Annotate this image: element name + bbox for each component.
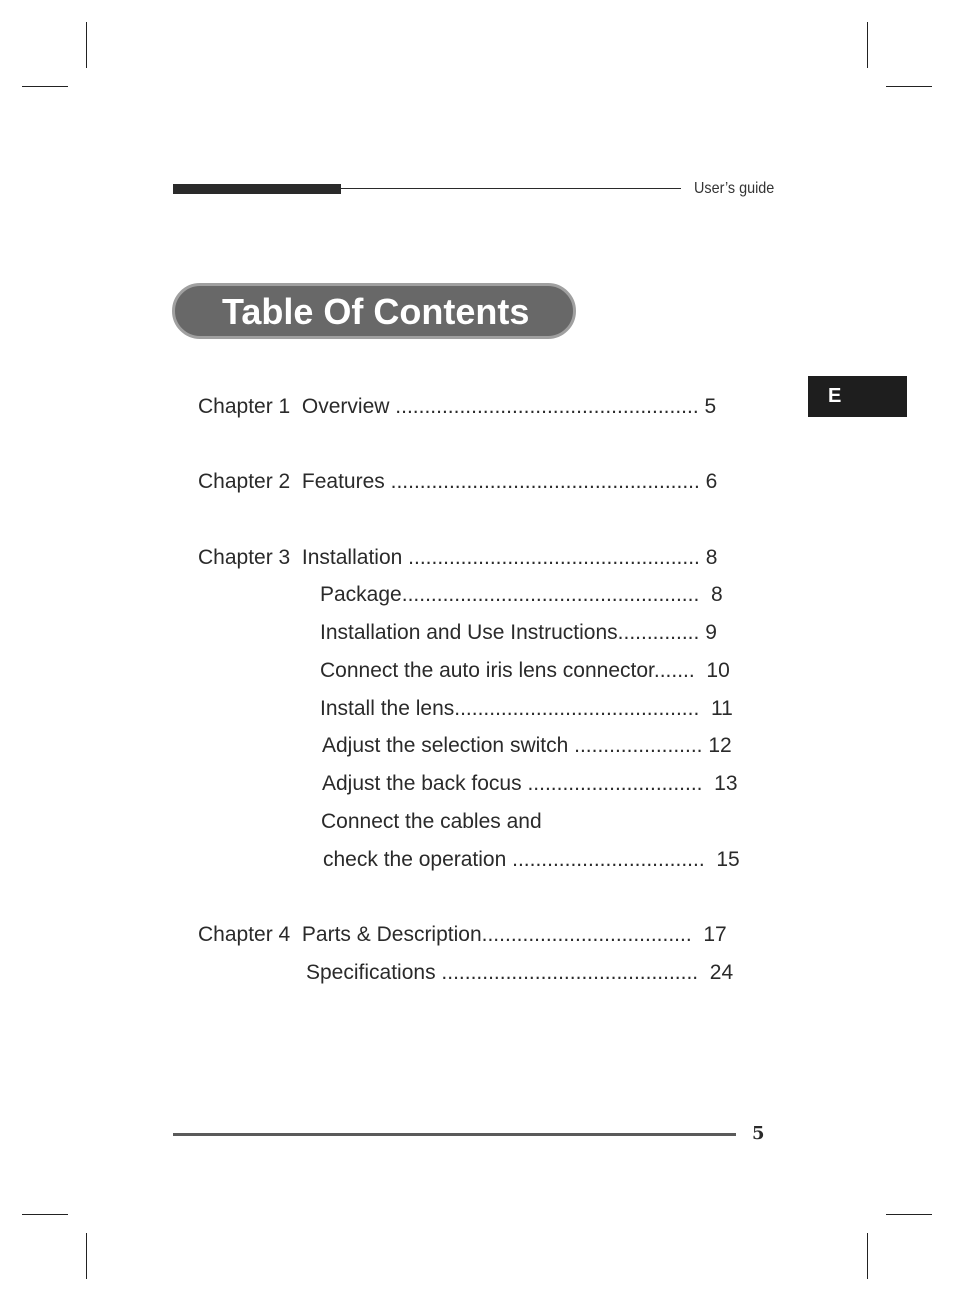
- toc-title: Package: [320, 583, 402, 606]
- toc-page: 8: [699, 583, 723, 606]
- toc-entry[interactable]: [320, 620, 717, 646]
- toc-title: Overview: [301, 395, 390, 418]
- toc-page: 5: [698, 395, 717, 418]
- toc-title: Specifications: [306, 961, 436, 984]
- toc-entry[interactable]: [306, 960, 733, 986]
- toc-chapter: Chapter 1: [198, 395, 291, 418]
- toc-page: 6: [699, 470, 718, 493]
- toc-entry[interactable]: [322, 771, 738, 797]
- crop-mark: [22, 86, 68, 87]
- toc-leader: ...................................................: [401, 583, 700, 606]
- page-number: 5: [752, 1123, 765, 1144]
- toc-title: Adjust the selection switch: [322, 734, 569, 757]
- toc-entry[interactable]: [320, 582, 723, 608]
- toc-page: 10: [694, 659, 730, 682]
- toc-leader: ..............: [617, 621, 700, 644]
- crop-mark: [86, 22, 87, 68]
- toc-entry[interactable]: [198, 469, 717, 495]
- toc-leader: .....................................................: [384, 470, 700, 493]
- toc-leader: ..........................................: [454, 697, 700, 720]
- toc-page: 9: [699, 621, 717, 644]
- crop-mark: [886, 1214, 932, 1215]
- toc-entry[interactable]: [198, 545, 717, 571]
- crop-mark: [867, 1233, 868, 1279]
- toc-title: Install the lens: [320, 697, 455, 720]
- language-tab: E: [808, 376, 907, 417]
- toc-chapter: Chapter 2: [198, 470, 291, 493]
- toc-entry[interactable]: [323, 847, 740, 873]
- crop-mark: [22, 1214, 68, 1215]
- toc-page: 8: [699, 546, 718, 569]
- toc-title: Connect the auto iris lens connector: [320, 659, 654, 682]
- toc-entry[interactable]: [198, 922, 727, 948]
- toc-entry[interactable]: [321, 809, 542, 835]
- header-label: User’s guide: [694, 180, 775, 197]
- toc-entry[interactable]: [320, 658, 730, 684]
- toc-leader: .................................: [506, 848, 705, 871]
- toc-title: Features: [301, 470, 385, 493]
- toc-chapter: Chapter 4: [198, 923, 291, 946]
- toc-page: 11: [699, 697, 733, 720]
- toc-title: check the operation: [323, 848, 507, 871]
- toc-leader: ......................: [568, 734, 703, 757]
- toc-page: 24: [698, 961, 734, 984]
- crop-mark: [86, 1233, 87, 1279]
- crop-mark: [886, 86, 932, 87]
- toc-leader: ....................................................: [389, 395, 699, 418]
- header-rule: [341, 188, 681, 189]
- toc-entry[interactable]: [322, 733, 732, 759]
- header-bar: [173, 184, 341, 194]
- toc-chapter: Chapter 3: [198, 546, 291, 569]
- toc-page: 13: [702, 772, 738, 795]
- crop-mark: [867, 22, 868, 68]
- toc-title: Connect the cables and: [321, 810, 542, 833]
- toc-leader: ............................................: [435, 961, 699, 984]
- toc-title: Installation and Use Instructions: [320, 621, 618, 644]
- toc-leader: .......: [653, 659, 695, 682]
- toc-title: Adjust the back focus: [322, 772, 522, 795]
- toc-title: Installation: [301, 546, 403, 569]
- toc-leader: ..................................................: [402, 546, 700, 569]
- page-title: Table Of Contents: [222, 291, 530, 332]
- toc-leader: ....................................: [481, 923, 692, 946]
- toc-title: Parts & Description: [301, 923, 482, 946]
- toc-page: 15: [704, 848, 740, 871]
- toc-page: 17: [691, 923, 727, 946]
- toc-entry[interactable]: [198, 394, 716, 420]
- toc-page: 12: [702, 734, 732, 757]
- toc-leader: ..............................: [521, 772, 703, 795]
- footer-rule: [173, 1133, 736, 1136]
- toc-entry[interactable]: [320, 696, 733, 722]
